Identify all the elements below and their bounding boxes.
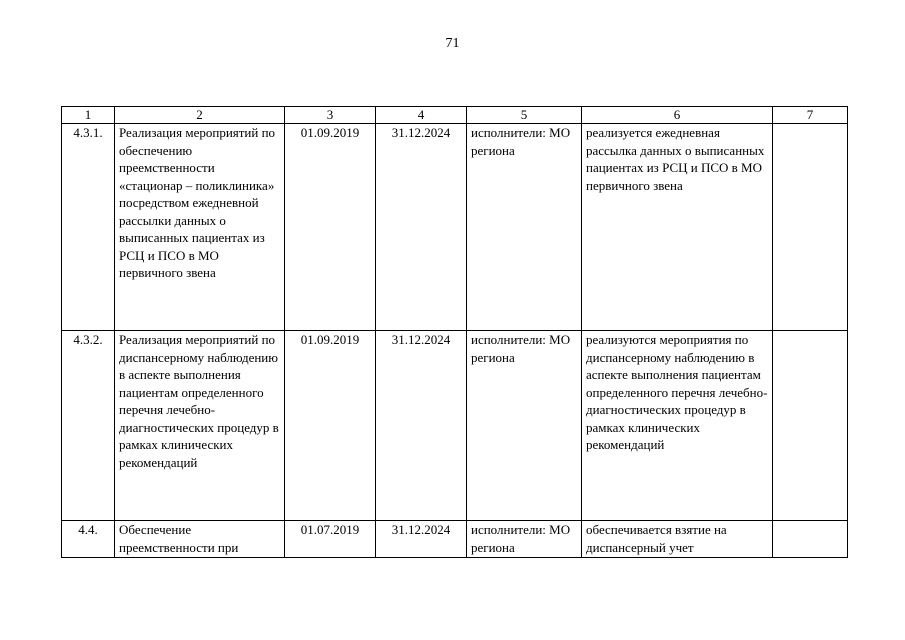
executor: исполнители: МО региона [467,124,582,331]
column-header: 7 [773,107,848,124]
executor: исполнители: МО региона [467,521,582,558]
column-header: 1 [62,107,115,124]
expected-result: реализуется ежедневная рассылка данных о выписанных пациентах из РСЦ и ПСО в МО первичного звена [582,124,773,331]
end-date: 31.12.2024 [376,331,467,521]
column-7-cell [773,521,848,558]
end-date: 31.12.2024 [376,124,467,331]
start-date: 01.09.2019 [285,124,376,331]
row-number: 4.3.2. [62,331,115,521]
row-number: 4.3.1. [62,124,115,331]
page-number: 71 [445,36,460,51]
end-date: 31.12.2024 [376,521,467,558]
row-number: 4.4. [62,521,115,558]
measure-name: Обеспечение преемственности при [115,521,285,558]
column-header: 6 [582,107,773,124]
executor: исполнители: МО региона [467,331,582,521]
table-row [62,124,848,331]
table-header-row [62,107,848,124]
start-date: 01.09.2019 [285,331,376,521]
start-date: 01.07.2019 [285,521,376,558]
measures-table [61,106,848,558]
column-header: 3 [285,107,376,124]
table-row [62,521,848,558]
table-row [62,331,848,521]
expected-result: реализуются мероприятия по диспансерному наблюдению в аспекте выполнения пациентам определенного перечня лечебно-диагностических процедур в рамках клинических рекомендаций [582,331,773,521]
column-header: 2 [115,107,285,124]
column-7-cell [773,331,848,521]
column-7-cell [773,124,848,331]
measure-name: Реализация мероприятий по обеспечению преемственности «стационар – поликлиника» посредством ежедневной рассылки данных о выписанных пациентах из РСЦ и ПСО в МО первичного звена [115,124,285,331]
expected-result: обеспечивается взятие на диспансерный учет [582,521,773,558]
column-header: 5 [467,107,582,124]
column-header: 4 [376,107,467,124]
measure-name: Реализация мероприятий по диспансерному наблюдению в аспекте выполнения пациентам определенного перечня лечебно-диагностических процедур в рамках клинических рекомендаций [115,331,285,521]
